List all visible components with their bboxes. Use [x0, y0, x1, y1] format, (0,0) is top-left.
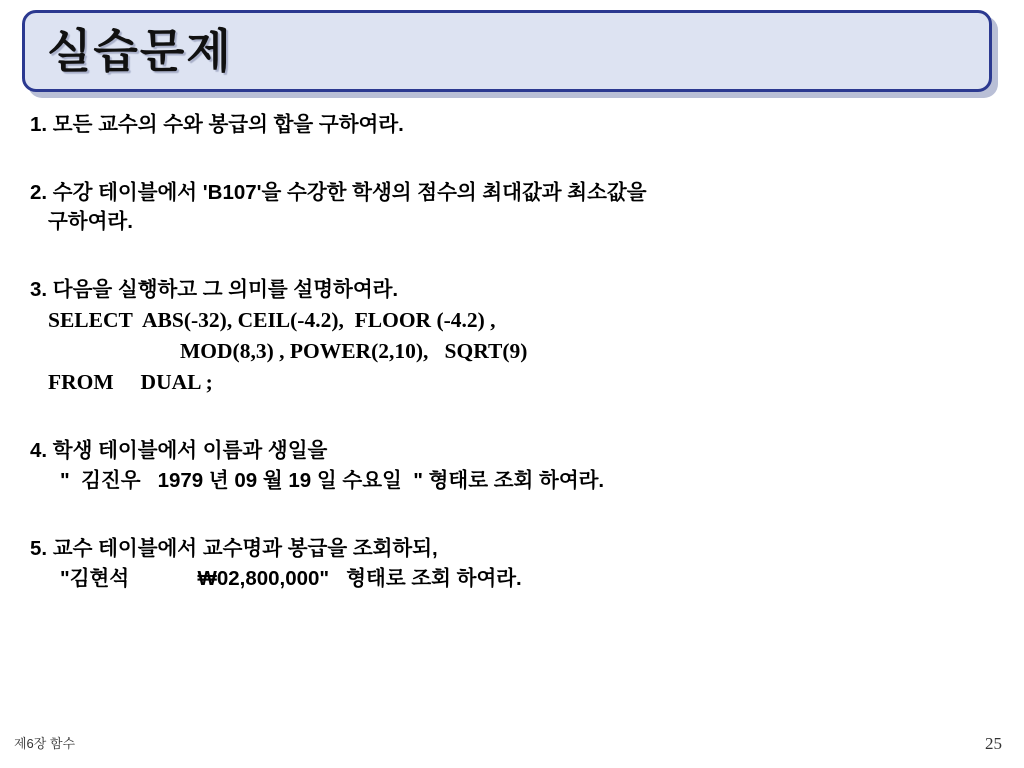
q1-line-1: 1. 모든 교수의 수와 봉급의 합을 구하여라.	[30, 113, 404, 136]
q3-code-from: FROM DUAL ;	[48, 370, 213, 395]
q4-line-2: " 김진우 1979 년 09 월 19 일 수요일 " 형태로 조회 하여라.	[60, 469, 605, 493]
q3-line-1: 3. 다음을 실행하고 그 의미를 설명하여라.	[30, 278, 399, 302]
footer-chapter-label: 제6장 함수	[14, 736, 76, 751]
list-item-q4	[30, 436, 990, 495]
spacer	[30, 406, 990, 436]
page-number: 25	[985, 734, 1002, 753]
slide-body	[30, 110, 990, 601]
spacer	[30, 148, 990, 178]
title-box	[22, 10, 992, 92]
q5-line-1: 5. 교수 테이블에서 교수명과 봉급을 조회하되,	[30, 536, 438, 560]
page-title: 실습문제	[47, 25, 233, 77]
q3-code-mod: MOD(8,3) , POWER(2,10), SQRT(9)	[180, 339, 528, 364]
q2-line-1: 2. 수강 테이블에서 'B107'을 수강한 학생의 점수의 최대값과 최소값을	[30, 180, 647, 204]
q5-line-2: "김현석 ₩02,800,000" 형태로 조회 하여라.	[60, 566, 522, 590]
q4-line-1: 4. 학생 테이블에서 이름과 생일을	[30, 439, 328, 463]
list-item-q3	[30, 275, 990, 398]
q2-line-2: 구하여라.	[48, 210, 133, 234]
list-item-q2	[30, 178, 990, 237]
list-item-q1	[30, 110, 990, 140]
list-item-q5	[30, 534, 990, 593]
spacer	[30, 504, 990, 534]
spacer	[30, 245, 990, 275]
q3-code-select: SELECT ABS(-32), CEIL(-4.2), FLOOR (-4.2) ,	[48, 307, 496, 332]
